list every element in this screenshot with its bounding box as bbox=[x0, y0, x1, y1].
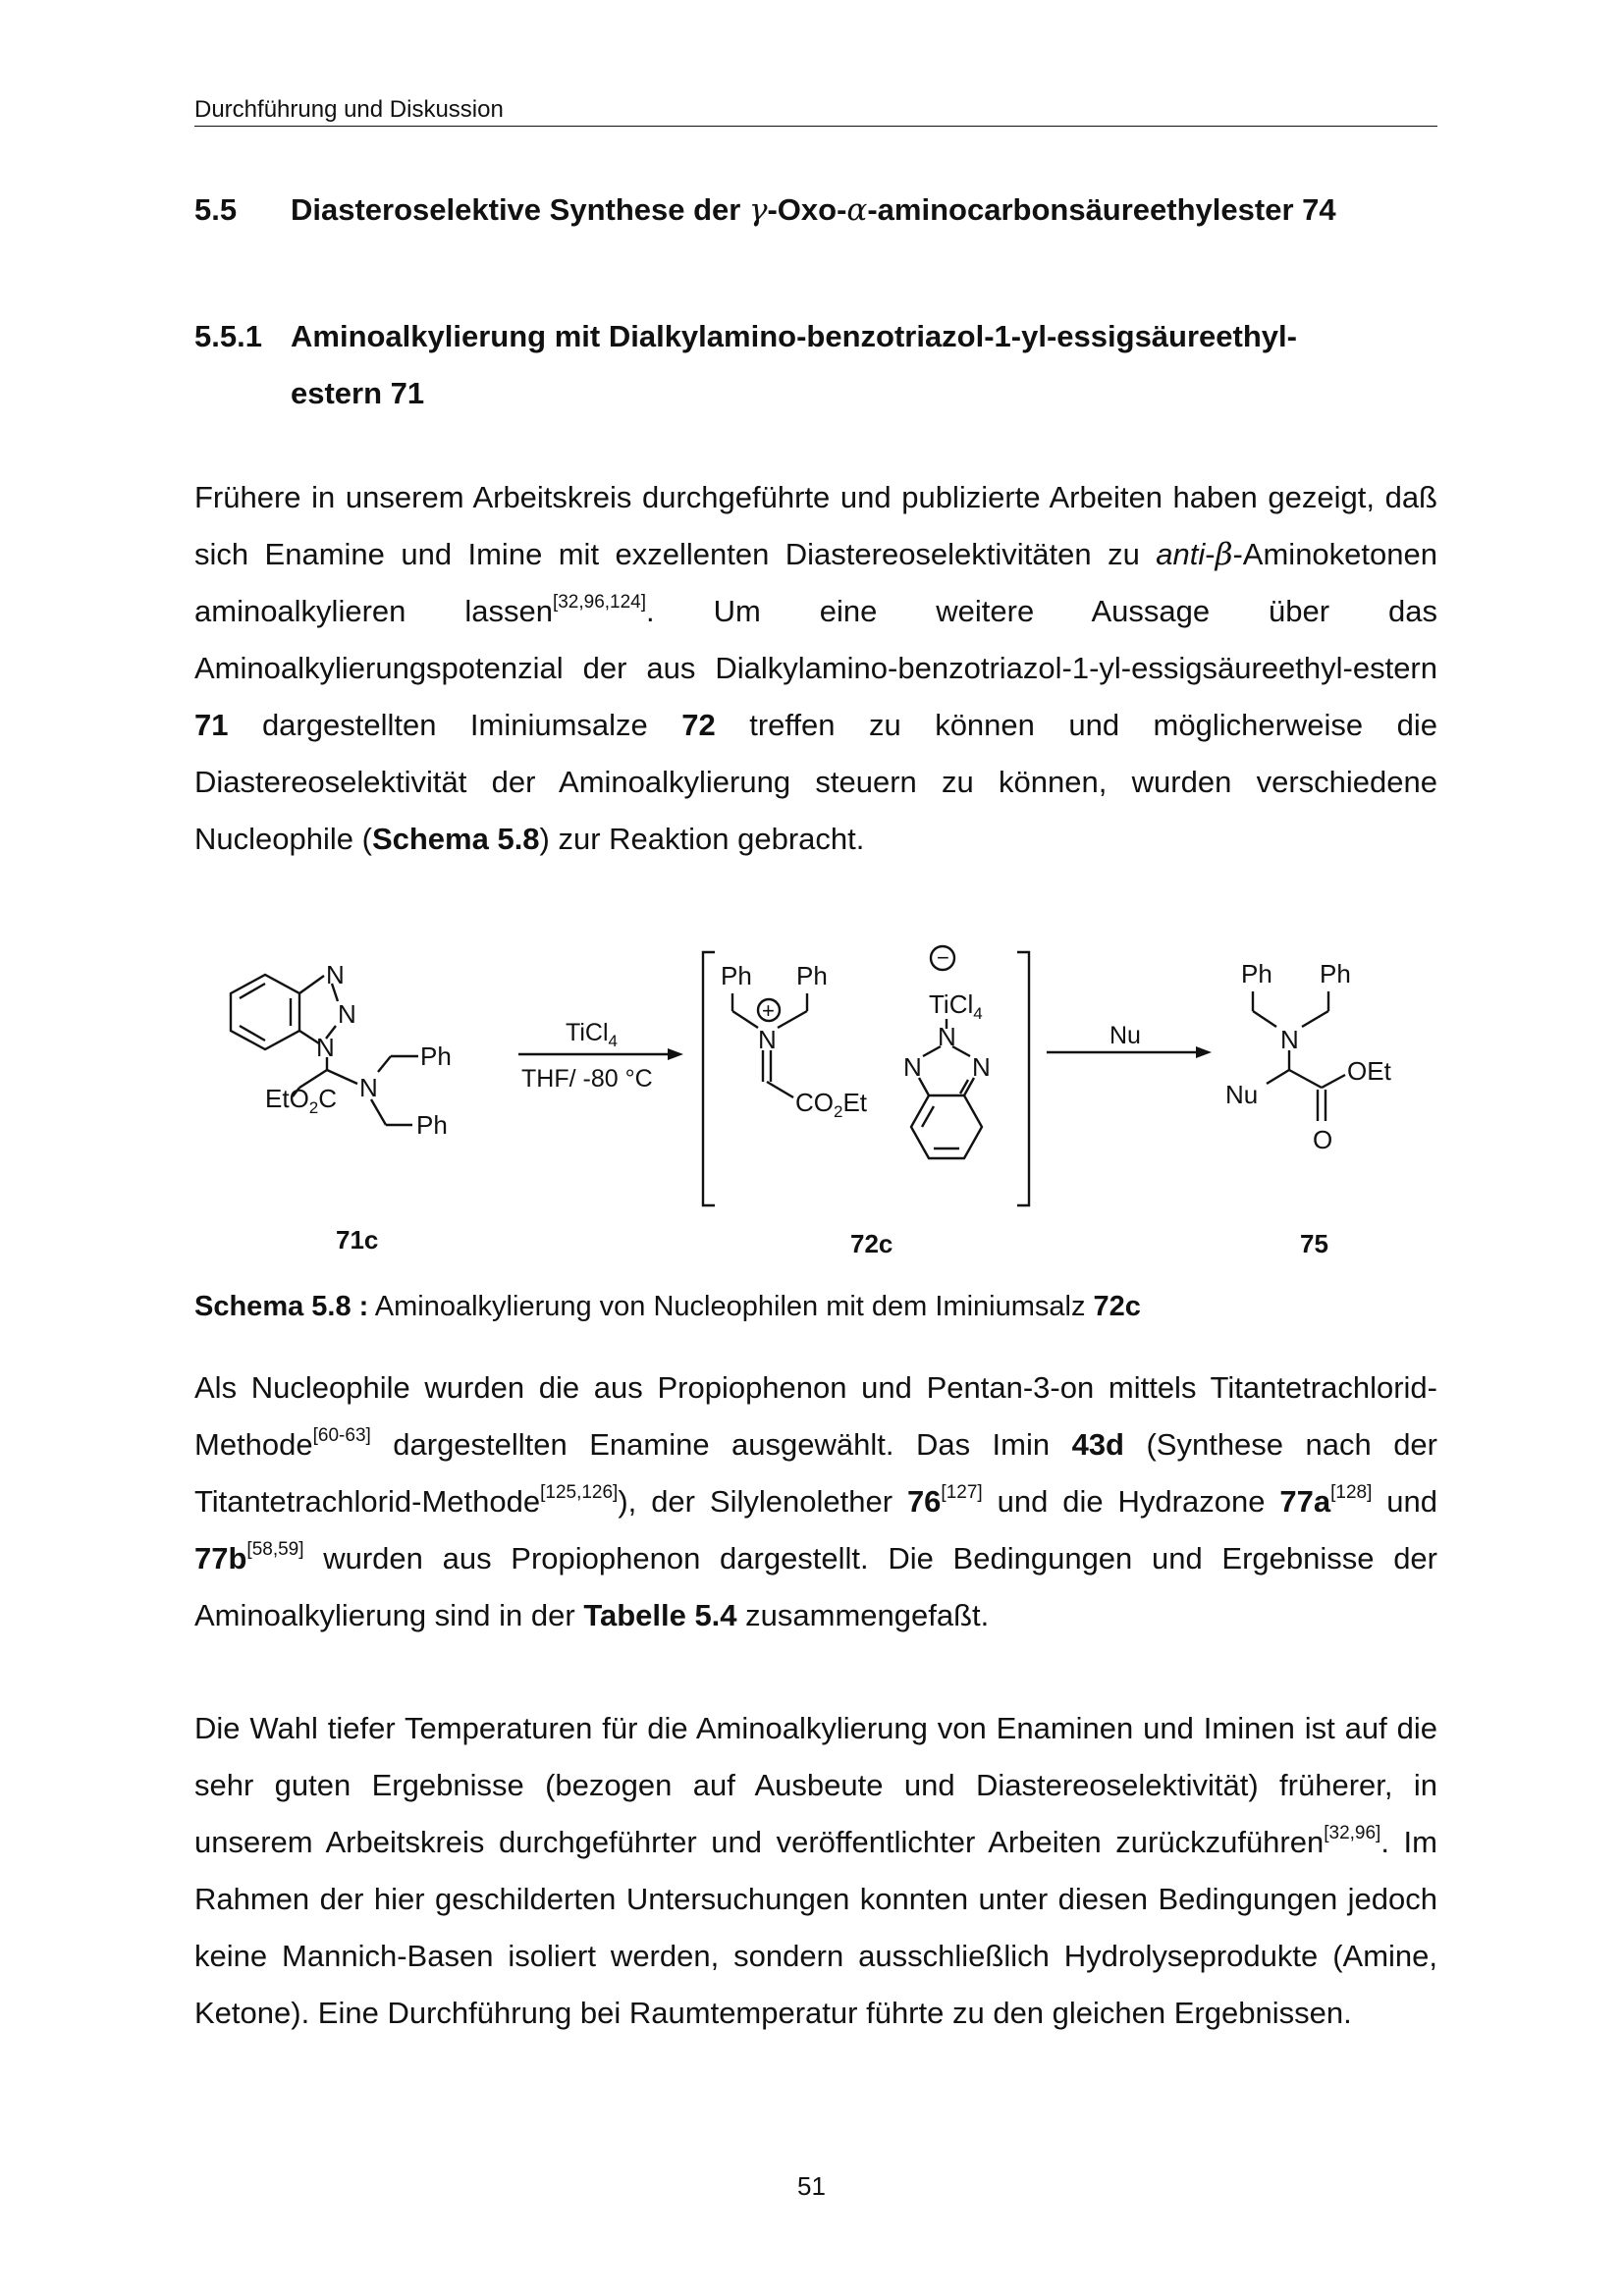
paragraph-3 bbox=[194, 1700, 1437, 2042]
section-title-part: -Oxo- bbox=[767, 192, 847, 227]
compound-71c-structure bbox=[231, 960, 452, 1140]
conditions-label: THF/ -80 °C bbox=[521, 1065, 653, 1093]
section-title-part: -aminocarbonsäureethylester 74 bbox=[867, 192, 1336, 227]
text: und die Hydrazone bbox=[982, 1484, 1280, 1519]
compound-ref: 71 bbox=[194, 708, 229, 742]
bond bbox=[1289, 1070, 1322, 1088]
atom-label: Ph bbox=[1241, 959, 1272, 988]
citation: [127] bbox=[941, 1482, 983, 1503]
section-title-part: Diasteroselektive Synthese der bbox=[291, 192, 749, 227]
text: -Aminoketonen aminoalkylieren lassen bbox=[194, 537, 1437, 628]
compound-ref: 72 bbox=[681, 708, 716, 742]
text: - bbox=[1205, 537, 1216, 571]
text: treffen zu können und möglicherweise die Diastereoselektivität der Aminoalkylierung steuern zu können, wurden verschiedene Nucleophile ( bbox=[194, 708, 1437, 856]
atom-label: N bbox=[338, 999, 356, 1029]
bond bbox=[378, 1056, 391, 1072]
citation: [58,59] bbox=[246, 1539, 304, 1560]
running-header: Durchführung und Diskussion bbox=[194, 96, 1437, 127]
bond bbox=[299, 976, 324, 993]
citation: [60-63] bbox=[312, 1425, 371, 1446]
atom-label: O bbox=[1313, 1125, 1333, 1154]
text: . Um eine weitere Aussage über das Aminoalkylierungspotenzial der aus Dialkylamino-benzotriazol-1-yl-essigsäureethyl-estern bbox=[194, 594, 1437, 685]
citation: [32,96,124] bbox=[552, 592, 647, 613]
citation: [32,96] bbox=[1324, 1823, 1381, 1843]
atom-label: $CO_2Et$ bbox=[795, 1088, 868, 1121]
bracket-right bbox=[1017, 952, 1029, 1205]
text: . Im Rahmen der hier geschilderten Untersuchungen konnten unter diesen Bedingungen jedoch keine Mannich-Basen isoliert werden, sondern ausschließlich Hydrolyseprodukte (Amine, Ketone). Eine Durchführung bei Raumtemperatur führte zu den gleichen Ergebnissen. bbox=[194, 1825, 1437, 2030]
bond bbox=[371, 1099, 386, 1125]
scheme-drawing bbox=[194, 933, 1437, 1266]
subsection-heading bbox=[194, 308, 1437, 422]
bond bbox=[1267, 1070, 1289, 1084]
text-italic: anti bbox=[1156, 537, 1206, 571]
caption-label: Schema 5.8 : bbox=[194, 1291, 369, 1322]
section-heading bbox=[194, 192, 1336, 228]
bond bbox=[767, 1082, 793, 1097]
gamma-symbol: γ bbox=[748, 192, 768, 228]
atom-label: Ph bbox=[796, 961, 828, 990]
compound-72c-structure bbox=[721, 945, 991, 1158]
citation: [125,126] bbox=[540, 1482, 619, 1503]
reaction-arrow-2 bbox=[1047, 1022, 1212, 1058]
bond bbox=[778, 1011, 807, 1028]
atom-label: EtO$_2$C bbox=[265, 1084, 338, 1117]
beta-symbol: β bbox=[1215, 537, 1233, 572]
table-ref: Tabelle 5.4 bbox=[583, 1598, 737, 1632]
compound-ref: 76 bbox=[906, 1484, 942, 1519]
compound-ref: 72c bbox=[1093, 1291, 1141, 1322]
arrow-head bbox=[1196, 1046, 1212, 1058]
scheme-ref: Schema 5.8 bbox=[371, 822, 540, 856]
atom-label: N bbox=[972, 1052, 991, 1082]
atom-label: N bbox=[938, 1022, 956, 1051]
arrow-head bbox=[668, 1048, 683, 1060]
atom-label: Ph bbox=[721, 961, 752, 990]
bond bbox=[1253, 1011, 1276, 1027]
reagent-label: TiCl$_4$ bbox=[566, 1019, 618, 1050]
paragraph-1 bbox=[194, 469, 1437, 868]
atom-label: N bbox=[326, 960, 345, 989]
section-number: 5.5 bbox=[194, 192, 238, 227]
compound-ref: 77b bbox=[194, 1541, 247, 1575]
paragraph-2 bbox=[194, 1360, 1437, 1644]
alpha-symbol: α bbox=[846, 192, 868, 228]
text: und bbox=[1372, 1484, 1437, 1519]
text: zusammengefaßt. bbox=[736, 1598, 990, 1632]
reaction-arrow-1 bbox=[518, 1019, 683, 1093]
compound-label-75: 75 bbox=[1300, 1229, 1328, 1258]
page-number: 51 bbox=[797, 2171, 826, 2201]
reagent-label: Nu bbox=[1109, 1022, 1141, 1049]
text: ) zur Reaktion gebracht. bbox=[539, 822, 865, 856]
bracket-left bbox=[703, 952, 715, 1205]
reaction-scheme bbox=[194, 933, 1437, 1266]
text: ), der Silylenolether bbox=[618, 1484, 907, 1519]
text: Als Nucleophile wurden die aus Propiophenon und Pentan-3-on mittels Titantetrachlorid-Methode bbox=[194, 1370, 1437, 1462]
text: dargestellten Enamine ausgewählt. Das Imin bbox=[370, 1427, 1072, 1462]
bond bbox=[732, 1011, 758, 1028]
atom-label: N bbox=[359, 1073, 378, 1102]
text: Die Wahl tiefer Temperaturen für die Aminoalkylierung von Enaminen und Iminen ist auf die sehr guten Ergebnisse (bezogen auf Ausbeute und Diastereoselektivität) früherer, in unserem Arbeitskreis durchgeführter und veröffentlichter Arbeiten zurückzuführen bbox=[194, 1711, 1437, 1859]
text: (Synthese nach der Titantetrachlorid-Methode bbox=[194, 1427, 1437, 1519]
subsection-number: 5.5.1 bbox=[194, 319, 262, 353]
atom-label: N bbox=[903, 1052, 922, 1082]
text: Frühere in unserem Arbeitskreis durchgeführte und publizierte Arbeiten haben gezeigt, daß sich Enamine und Imine mit exzellenten Diastereoselektivitäten zu bbox=[194, 480, 1437, 571]
charge-label: − bbox=[937, 945, 949, 970]
compound-ref: 77a bbox=[1279, 1484, 1331, 1519]
atom-label: N bbox=[758, 1025, 777, 1054]
subsection-title-line1: Aminoalkylierung mit Dialkylamino-benzotriazol-1-yl-essigsäureethyl- bbox=[291, 319, 1297, 353]
atom-label: Ph bbox=[416, 1110, 448, 1140]
atom-label: N bbox=[1280, 1025, 1299, 1054]
reagent-label: TiCl$_4$ bbox=[929, 989, 983, 1023]
bond bbox=[1322, 1075, 1345, 1088]
atom-label: Ph bbox=[1320, 959, 1351, 988]
subsection-title-line2: estern 71 bbox=[291, 376, 425, 410]
text: dargestellten Iminiumsalze bbox=[228, 708, 682, 742]
bond bbox=[327, 1070, 357, 1084]
compound-75-structure bbox=[1225, 959, 1392, 1154]
caption-text: Aminoalkylierung von Nucleophilen mit dem Iminiumsalz bbox=[368, 1291, 1094, 1322]
compound-label-72c: 72c bbox=[850, 1229, 893, 1258]
benzene-ring bbox=[231, 975, 299, 1049]
bond bbox=[1302, 1011, 1328, 1027]
scheme-caption bbox=[194, 1291, 1141, 1323]
atom-label: Nu bbox=[1225, 1080, 1259, 1109]
compound-label-71c: 71c bbox=[336, 1225, 379, 1255]
atom-label: Ph bbox=[420, 1041, 452, 1071]
citation: [128] bbox=[1330, 1482, 1373, 1503]
text: wurden aus Propiophenon dargestellt. Die Bedingungen und Ergebnisse der Aminoalkylierung sind in der bbox=[194, 1541, 1437, 1632]
compound-ref: 43d bbox=[1071, 1427, 1124, 1462]
atom-label: OEt bbox=[1347, 1056, 1391, 1086]
atom-label: N bbox=[316, 1033, 335, 1062]
bond bbox=[922, 1106, 934, 1127]
charge-label: + bbox=[762, 998, 775, 1023]
